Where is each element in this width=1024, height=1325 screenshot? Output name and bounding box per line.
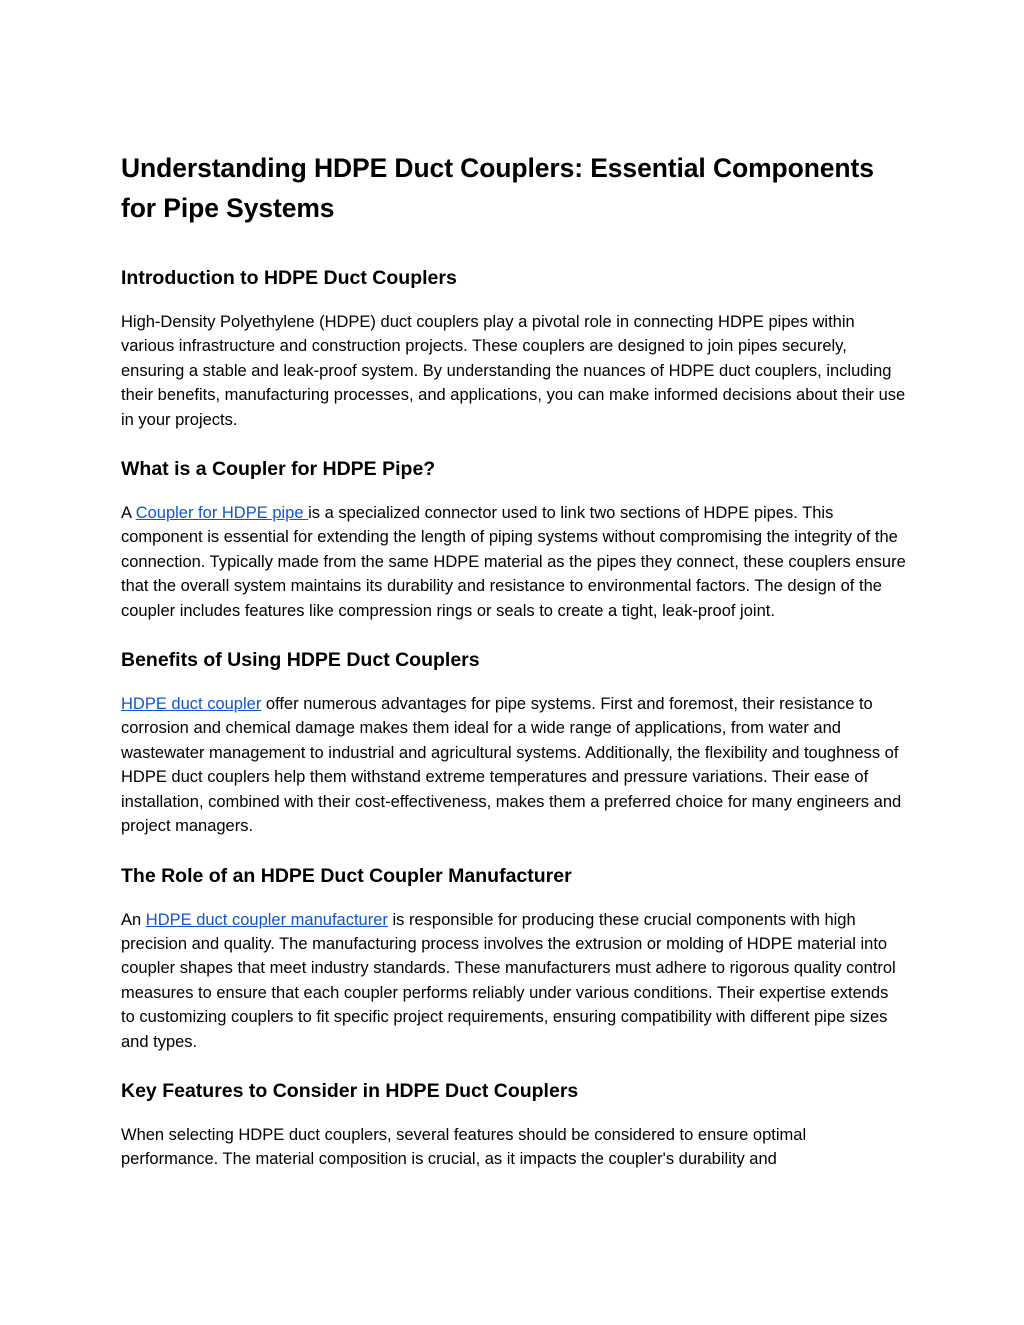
paragraph-text-lead: An [121,910,146,929]
paragraph-text-body: is responsible for producing these crucial components with high precision and quality. The manufacturing process involves the extrusion or molding of HDPE material into coupler shapes that meet industry standards. These manufacturers must adhere to rigorous quality control measures to ensure that each coupler performs reliably under various conditions. Their expertise extends to customizing couplers to fit specific project requirements, ensuring compatibility with different pipe sizes and types. [121,910,896,1051]
coupler-for-hdpe-pipe-link[interactable]: Coupler for HDPE pipe [135,504,309,523]
hdpe-duct-coupler-link[interactable]: HDPE duct coupler [121,695,262,714]
hdpe-duct-coupler-manufacturer-link[interactable]: HDPE duct coupler manufacturer [145,910,388,929]
section-heading-introduction: Introduction to HDPE Duct Couplers [121,267,457,289]
section-paragraph-key-features: When selecting HDPE duct couplers, several features should be considered to ensure optimal performance. The material composition is crucial, as it impacts the coupler's durability and [121,1125,807,1169]
paragraph-text-body: offer numerous advantages for pipe systems. First and foremost, their resistance to corrosion and chemical damage makes them ideal for a wide range of applications, from water and wastewater management to industrial and agricultural systems. Additionally, the flexibility and toughness of HDPE duct couplers help them withstand extreme temperatures and pressure variations. Their ease of installation, combined with their cost-effectiveness, makes them a preferred choice for many engineers and project managers. [121,695,902,836]
paragraph-text-body: is a specialized connector used to link two sections of HDPE pipes. This component is essential for extending the length of piping systems without compromising the integrity of the connection. Typically made from the same HDPE material as the pipes they connect, these couplers ensure that the overall system maintains its durability and resistance to environmental factors. The design of the coupler includes features like compression rings or seals to create a tight, leak-proof joint. [121,504,906,620]
section-heading-benefits: Benefits of Using HDPE Duct Couplers [121,649,480,672]
section-heading-manufacturer: The Role of an HDPE Duct Coupler Manufacturer [121,864,572,887]
document-page [121,148,906,1195]
document-title: Understanding HDPE Duct Couplers: Essential Components for Pipe Systems [121,153,874,223]
section-paragraph-benefits [121,692,906,838]
section-heading-what-is-coupler: What is a Coupler for HDPE Pipe? [121,458,436,481]
section-heading-key-features: Key Features to Consider in HDPE Duct Couplers [121,1079,579,1102]
section-paragraph-what-is-coupler [121,501,906,623]
section-paragraph-introduction: High-Density Polyethylene (HDPE) duct couplers play a pivotal role in connecting HDPE pipes within various infrastructure and construction projects. These couplers are designed to join pipes securely, ensuring a stable and leak-proof system. By understanding the nuances of HDPE duct couplers, including their benefits, manufacturing processes, and applications, you can make informed decisions about their use in your projects. [121,313,906,429]
section-paragraph-manufacturer [121,908,906,1054]
paragraph-text-lead: A [121,504,136,523]
